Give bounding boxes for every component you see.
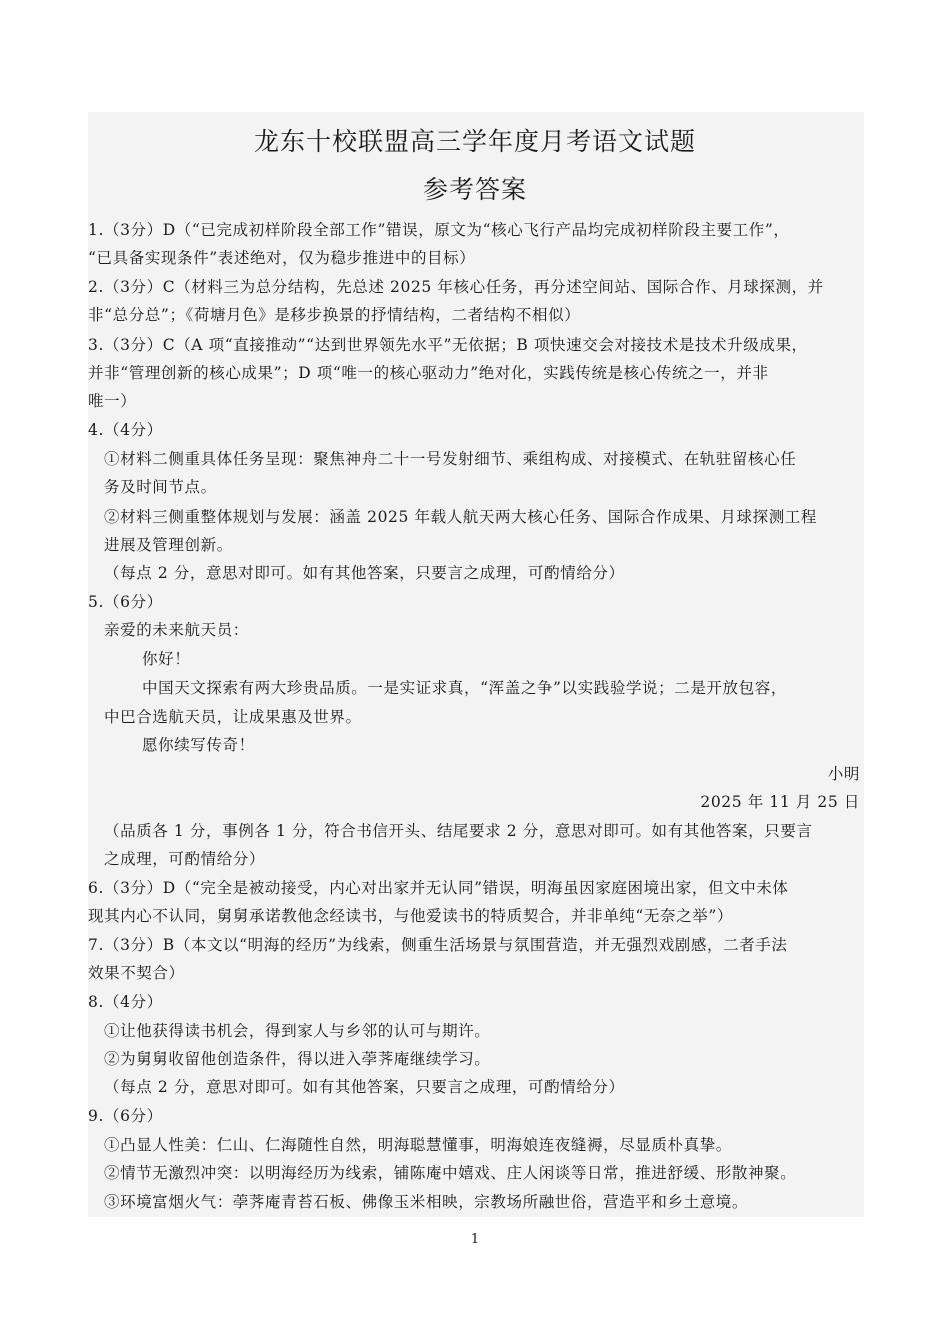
answer-line: 并非“管理创新的核心成果”；D 项“唯一的核心驱动力”绝对化，实践传统是核心传统之一，并非 xyxy=(88,364,769,382)
document-title: 龙东十校联盟高三学年度月考语文试题 xyxy=(253,127,696,156)
letter-closing: 愿你续写传奇！ xyxy=(142,736,255,754)
answer-line: 效果不契合） xyxy=(88,964,185,982)
letter-body: 中巴合选航天员，让成果惠及世界。 xyxy=(104,708,362,726)
scoring-note: （品质各 1 分，事例各 1 分，符合书信开头、结尾要求 2 分，意思对即可。如有其他答案，只要言 xyxy=(104,822,813,840)
answer-line: 现其内心不认同，舅舅承诺教他念经读书，与他爱读书的特质契合，并非单纯“无奈之举”） xyxy=(88,907,733,925)
answer-line: 6.（3分）D（“完全是被动接受，内心对出家并无认同”错误，明海虽因家庭困境出家，但文中未体 xyxy=(88,879,789,897)
answer-line: 7.（3分）B（本文以“明海的经历”为线索，侧重生活场景与氛围营造，并无强烈戏剧感，二者手法 xyxy=(88,936,788,954)
letter-body: 中国天文探索有两大珍贵品质。一是实证求真，“浑盖之争”以实践验学说；二是开放包容， xyxy=(142,679,787,697)
scoring-note: 之成理，可酌情给分） xyxy=(104,850,266,868)
letter-date: 2025 年 11 月 25 日 xyxy=(700,793,860,811)
answer-line: “已具备实现条件”表述绝对，仅为稳步推进中的目标） xyxy=(88,249,476,267)
letter-signature: 小明 xyxy=(827,765,860,783)
answer-line: ①材料二侧重具体任务呈现：聚焦神舟二十一号发射细节、乘组构成、对接模式、在轨驻留核心任 xyxy=(104,450,797,468)
page-number: 1 xyxy=(470,1232,480,1247)
answer-line: 进展及管理创新。 xyxy=(104,536,233,554)
answer-line: ②材料三侧重整体规划与发展：涵盖 2025 年载人航天两大核心任务、国际合作成果、月球探测工程 xyxy=(104,508,818,526)
answer-line: ①凸显人性美：仁山、仁海随性自然，明海聪慧懂事，明海娘连夜缝褥，尽显质朴真挚。 xyxy=(104,1136,732,1154)
answer-line: 9.（6分） xyxy=(88,1107,163,1125)
answer-line: 2.（3分）C（材料三为总分结构，先总述 2025 年核心任务，再分述空间站、国际合作、月球探测，并 xyxy=(88,278,824,296)
answer-line: ①让他获得读书机会，得到家人与乡邻的认可与期许。 xyxy=(104,1022,491,1040)
letter-salutation: 亲爱的未来航天员： xyxy=(104,621,249,639)
answer-line: ③环境富烟火气：荸荠庵青苔石板、佛像玉米相映，宗教场所融世俗，营造平和乡土意境。 xyxy=(104,1193,749,1211)
scoring-note: （每点 2 分，意思对即可。如有其他答案，只要言之成理，可酌情给分） xyxy=(104,1078,625,1096)
scoring-note: （每点 2 分，意思对即可。如有其他答案，只要言之成理，可酌情给分） xyxy=(104,564,625,582)
answer-line: ②情节无激烈冲突：以明海经历为线索，铺陈庵中嬉戏、庄人闲谈等日常，推进舒缓、形散神聚。 xyxy=(104,1164,797,1182)
answer-line: 4.（4分） xyxy=(88,421,163,439)
answer-line: ②为舅舅收留他创造条件，得以进入荸荠庵继续学习。 xyxy=(104,1050,491,1068)
answer-line: 3.（3分）C（A 项“直接推动”“达到世界领先水平”无依据；B 项快速交会对接技术是技术升级成果， xyxy=(88,336,808,354)
document-subtitle: 参考答案 xyxy=(422,175,527,204)
answer-line: 5.（6分） xyxy=(88,593,163,611)
letter-greeting: 你好！ xyxy=(142,650,191,668)
answer-line: 务及时间节点。 xyxy=(104,478,217,496)
answer-line: 8.（4分） xyxy=(88,993,163,1011)
answer-line: 1.（3分）D（“已完成初样阶段全部工作”错误，原文为“核心飞行产品均完成初样阶段主要工作”， xyxy=(88,221,790,239)
answer-line: 非“总分总”；《荷塘月色》是移步换景的抒情结构，二者结构不相似） xyxy=(88,306,581,324)
answer-line: 唯一） xyxy=(88,392,137,410)
